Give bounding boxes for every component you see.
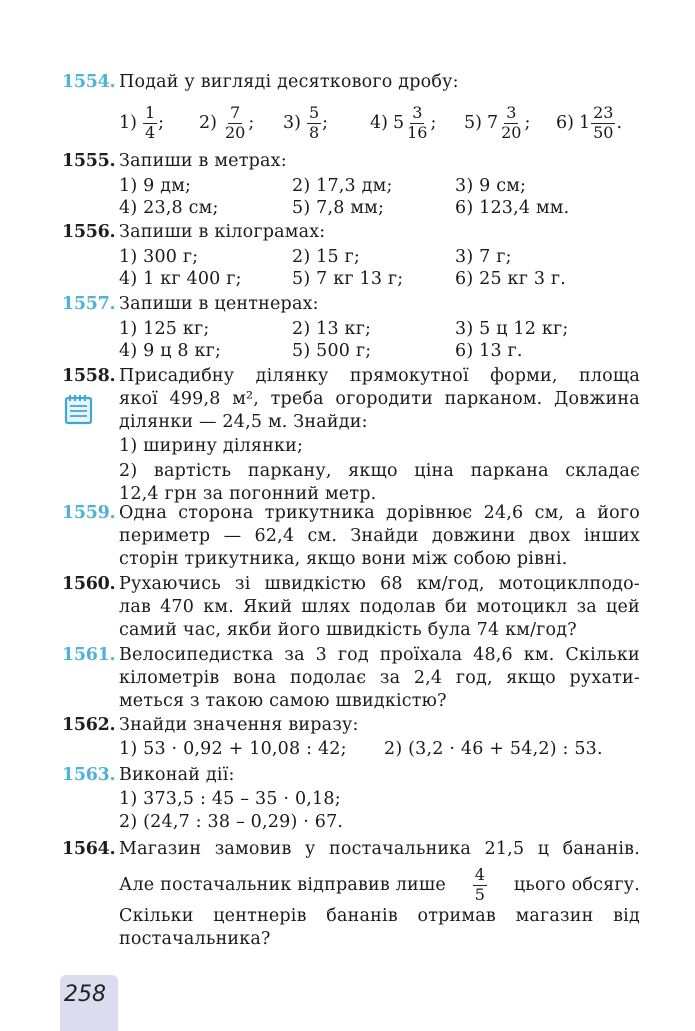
- word: за: [576, 597, 597, 617]
- numerator: 4: [474, 864, 486, 884]
- problem-text-with-fraction: [119, 863, 640, 907]
- punctuation: ;: [248, 113, 255, 133]
- expression: 1) 373,5 : 45 – 35 · 0,18;: [119, 789, 341, 809]
- problem-text: Подай у вигляді десяткового дробу:: [119, 72, 459, 92]
- item: 4) 23,8 см;: [119, 198, 219, 218]
- text: Але постачальник відправив лише: [119, 875, 446, 895]
- notebook-icon: [64, 393, 94, 425]
- whole-part: 1: [578, 113, 591, 133]
- word: бананів: [326, 906, 398, 926]
- word: мотоцикл: [476, 597, 568, 617]
- fraction: [143, 102, 157, 142]
- numerator: 23: [593, 102, 614, 122]
- numerator: 3: [412, 102, 423, 122]
- page-number: 258: [64, 982, 106, 1007]
- fraction-item: [464, 100, 530, 146]
- item: 2) 17,3 дм;: [292, 176, 393, 196]
- problem-text: меться з такою самою швидкістю?: [119, 691, 447, 711]
- problem-text: [119, 526, 640, 546]
- expression: 2) (3,2 · 46 + 54,2) : 53.: [384, 739, 603, 759]
- word: трикутника: [264, 503, 375, 523]
- denominator: 8: [308, 122, 320, 142]
- item-label: 1): [119, 113, 137, 133]
- problem-number: 1557.: [62, 294, 116, 314]
- word: Магазин: [119, 839, 202, 859]
- problem-number: 1556.: [62, 222, 116, 242]
- problem-text: ділянки — 24,5 м. Знайди:: [119, 412, 368, 432]
- punctuation: ;: [322, 113, 329, 133]
- problem-text: Запиши в кілограмах:: [119, 222, 326, 242]
- fraction-item: [119, 100, 164, 146]
- word: подолає: [289, 668, 367, 688]
- word: магазин: [515, 906, 594, 926]
- word: 48,6: [473, 645, 513, 665]
- word: Присадибну: [119, 366, 235, 386]
- punctuation: ;: [524, 113, 531, 133]
- word: см,: [534, 503, 565, 523]
- problem-text: [119, 366, 640, 386]
- problem-text: [119, 668, 640, 688]
- word: за: [284, 645, 305, 665]
- problem-number: 1560.: [62, 574, 116, 594]
- word: 68: [380, 574, 403, 594]
- problem-number: 1561.: [62, 645, 116, 665]
- word: від: [613, 906, 640, 926]
- word: постачальника: [329, 839, 472, 859]
- expression: 2) (24,7 : 38 – 0,29) · 67.: [119, 812, 344, 832]
- problem-number: 1554.: [62, 72, 116, 92]
- word: 3: [315, 645, 327, 665]
- word: зі: [234, 574, 251, 594]
- item: 3) 7 г;: [455, 247, 512, 267]
- problem-number: 1555.: [62, 151, 116, 171]
- word: прямокутної: [349, 366, 469, 386]
- word: рухати-: [569, 668, 640, 688]
- word: центнерів: [213, 906, 307, 926]
- word: цей: [606, 597, 640, 617]
- item: 5) 7,8 мм;: [292, 198, 385, 218]
- punctuation: ;: [158, 113, 165, 133]
- word: 21,5: [484, 839, 525, 859]
- word: Рухаючись: [119, 574, 221, 594]
- word: 470: [160, 597, 195, 617]
- word: довжини: [431, 526, 516, 546]
- item: 2) 15 г;: [292, 247, 361, 267]
- word: км/год,: [416, 574, 485, 594]
- fraction: [499, 102, 523, 142]
- word: огородити: [335, 389, 433, 409]
- fraction: [591, 102, 615, 142]
- word: см.: [307, 526, 338, 546]
- word: ділянку: [255, 366, 329, 386]
- denominator: 16: [407, 122, 428, 142]
- problem-text: Знайди значення виразу:: [119, 715, 359, 735]
- word: Велосипедистка: [119, 645, 274, 665]
- word: якщо: [348, 461, 398, 481]
- sub-question: [119, 461, 640, 481]
- item: 2) 13 кг;: [292, 319, 372, 339]
- whole-part: 5: [392, 113, 405, 133]
- denominator: 50: [593, 122, 614, 142]
- word: —: [223, 526, 242, 546]
- problem-number: 1563.: [62, 765, 116, 785]
- item: 3) 9 см;: [455, 176, 527, 196]
- word: проїхала: [379, 645, 463, 665]
- item: 5) 7 кг 13 г;: [292, 269, 404, 289]
- fraction: [307, 102, 321, 142]
- word: мотоциклподо-: [498, 574, 640, 594]
- problem-text: Запиши в метрах:: [119, 151, 287, 171]
- word: вартість: [153, 461, 232, 481]
- item-label: 3): [283, 113, 301, 133]
- word: у: [305, 839, 316, 859]
- word: год,: [455, 668, 493, 688]
- problem-text: самий час, якби його швидкість була 74 км/год?: [119, 620, 577, 640]
- word: шлях: [301, 597, 351, 617]
- fraction-item: [370, 100, 436, 146]
- word: м²,: [232, 389, 260, 409]
- sub-question: 1) ширину ділянки;: [119, 436, 304, 456]
- whole-part: 7: [486, 113, 499, 133]
- word: подолав: [359, 597, 436, 617]
- problem-text: [119, 906, 640, 926]
- item-label: 5): [464, 113, 482, 133]
- word: ціна: [414, 461, 455, 481]
- fraction: [473, 864, 487, 904]
- item: 6) 123,4 мм.: [455, 198, 570, 218]
- word: кілометрів: [119, 668, 220, 688]
- problem-text: [119, 503, 640, 523]
- text: цього обсягу.: [513, 875, 640, 895]
- problem-text: постачальника?: [119, 929, 271, 949]
- fraction: [405, 102, 429, 142]
- word: вона: [233, 668, 277, 688]
- word: дорівнює: [386, 503, 473, 523]
- word: якої: [119, 389, 158, 409]
- word: двох: [528, 526, 571, 546]
- word: площа: [578, 366, 640, 386]
- word: отримав: [417, 906, 496, 926]
- problem-text: 12,4 грн за погонний метр.: [119, 484, 377, 504]
- item-label: 4): [370, 113, 388, 133]
- denominator: 20: [501, 122, 522, 142]
- problem-text: Запиши в центнерах:: [119, 294, 319, 314]
- problem-text: сторін трикутника, якщо вони між собою рівні.: [119, 549, 568, 569]
- word: Який: [242, 597, 293, 617]
- word: інших: [583, 526, 640, 546]
- item: 3) 5 ц 12 кг;: [455, 319, 569, 339]
- fraction-items: [0, 100, 695, 146]
- expression: 1) 53 · 0,92 + 10,08 : 42;: [119, 739, 347, 759]
- numerator: 5: [308, 102, 320, 122]
- item: 6) 13 г.: [455, 341, 523, 361]
- punctuation: ;: [430, 113, 437, 133]
- item-label: 6): [556, 113, 574, 133]
- word: периметр: [119, 526, 211, 546]
- word: Скільки: [119, 906, 194, 926]
- word: Довжина: [554, 389, 640, 409]
- numerator: 1: [144, 102, 156, 122]
- numerator: 3: [506, 102, 517, 122]
- problem-number: 1558.: [62, 366, 116, 386]
- problem-text: Виконай дії:: [119, 765, 235, 785]
- numerator: 7: [230, 102, 241, 122]
- problem-number: 1559.: [62, 503, 116, 523]
- word: Знайди: [350, 526, 419, 546]
- word: його: [597, 503, 640, 523]
- word: якщо: [506, 668, 556, 688]
- punctuation: .: [616, 113, 623, 133]
- word: км.: [203, 597, 234, 617]
- denominator: 4: [144, 122, 156, 142]
- word: парканом.: [444, 389, 543, 409]
- item-label: 2): [199, 113, 217, 133]
- word: сторона: [178, 503, 254, 523]
- fraction-item: [283, 100, 328, 146]
- word: 24,6: [483, 503, 524, 523]
- word: форми,: [490, 366, 558, 386]
- problem-text: [119, 597, 640, 617]
- word: складає: [565, 461, 640, 481]
- word: ц: [537, 839, 550, 859]
- item: 1) 125 кг;: [119, 319, 210, 339]
- word: за: [379, 668, 401, 688]
- fraction-item: [556, 100, 622, 146]
- word: замовив: [214, 839, 292, 859]
- word: швидкістю: [264, 574, 367, 594]
- problem-text: [119, 645, 640, 665]
- word: лав: [119, 597, 152, 617]
- item: 1) 300 г;: [119, 247, 199, 267]
- item: 5) 500 г;: [292, 341, 372, 361]
- word: год: [337, 645, 369, 665]
- problem-text: [119, 839, 640, 859]
- item: 1) 9 дм;: [119, 176, 192, 196]
- word: Одна: [119, 503, 168, 523]
- word: бананів.: [562, 839, 640, 859]
- word: 2): [119, 461, 138, 481]
- word: км.: [523, 645, 555, 665]
- item: 6) 25 кг 3 г.: [455, 269, 567, 289]
- item: 4) 1 кг 400 г;: [119, 269, 242, 289]
- problem-number: 1564.: [62, 839, 116, 859]
- word: би: [444, 597, 468, 617]
- word: Скільки: [565, 645, 640, 665]
- word: паркана: [470, 461, 549, 481]
- word: 499,8: [169, 389, 221, 409]
- word: паркану,: [247, 461, 332, 481]
- word: треба: [270, 389, 324, 409]
- denominator: 20: [224, 122, 246, 142]
- problem-text: [119, 574, 640, 594]
- word: 62,4: [254, 526, 295, 546]
- denominator: 5: [474, 884, 486, 904]
- problem-number: 1562.: [62, 715, 116, 735]
- word: а: [575, 503, 587, 523]
- fraction: [223, 102, 247, 142]
- word: 2,4: [413, 668, 443, 688]
- item: 4) 9 ц 8 кг;: [119, 341, 222, 361]
- problem-text: [119, 389, 640, 409]
- fraction-item: [199, 100, 254, 146]
